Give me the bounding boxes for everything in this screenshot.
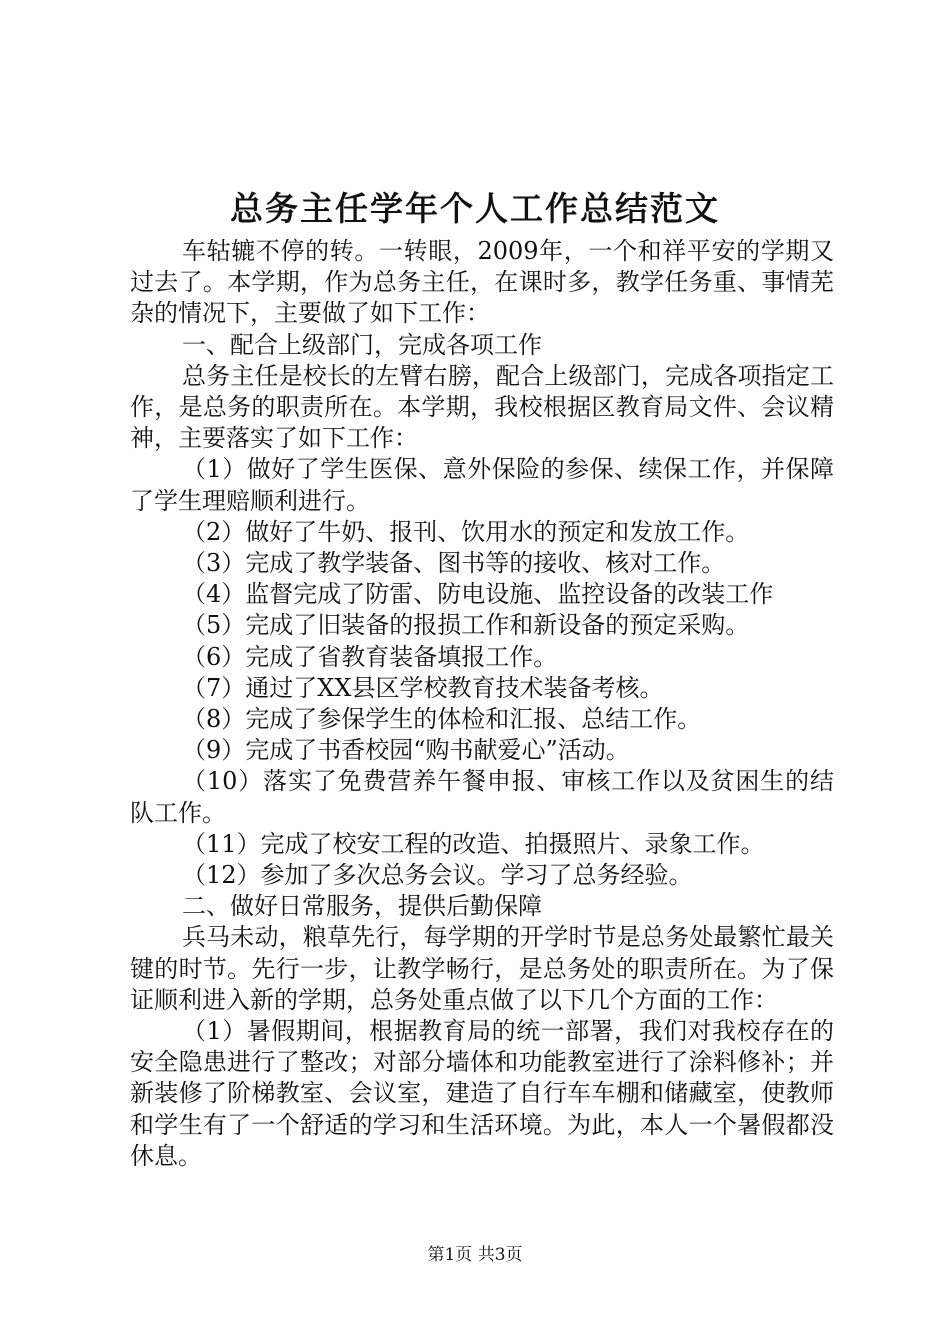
paragraph-intro: 车轱辘不停的转。一转眼，2009年，一个和祥平安的学期又过去了。本学期，作为总务主任，在课时多，教学任务重、事情芜杂的情况下，主要做了如下工作： <box>130 237 834 328</box>
list-item: （1）暑假期间，根据教育局的统一部署，我们对我校存在的安全隐患进行了整改；对部分墙体和功能教室进行了涂料修补；并新装修了阶梯教室、会议室，建造了自行车车棚和储藏室，使教师和学生有了一个舒适的学习和生活环境。为此，本人一个暑假都没休息。 <box>130 1017 834 1170</box>
list-item: （7）通过了XX县区学校教育技术装备考核。 <box>182 673 664 702</box>
section-heading-2: 二、做好日常服务，提供后勤保障 <box>182 892 542 921</box>
document-body <box>130 236 834 1172</box>
list-item: （2）做好了牛奶、报刊、饮用水的预定和发放工作。 <box>182 517 750 546</box>
list-item: （8）完成了参保学生的体检和汇报、总结工作。 <box>182 705 702 734</box>
list-item: （11）完成了校安工程的改造、拍摄照片、录象工作。 <box>182 829 765 858</box>
list-item: （3）完成了教学装备、图书等的接收、核对工作。 <box>182 549 726 578</box>
list-item: （6）完成了省教育装备填报工作。 <box>182 642 558 671</box>
list-item: （1）做好了学生医保、意外保险的参保、续保工作，并保障了学生理赔顺利进行。 <box>130 455 834 515</box>
page-number-footer: 第1页 共3页 <box>427 1245 523 1265</box>
list-item: （5）完成了旧装备的报损工作和新设备的预定采购。 <box>182 611 750 640</box>
document-title: 总务主任学年个人工作总结范文 <box>230 189 720 228</box>
list-item: （4）监督完成了防雷、防电设施、监控设备的改装工作 <box>182 580 774 609</box>
paragraph-section-1-intro: 总务主任是校长的左臂右膀，配合上级部门，完成各项指定工作，是总务的职责所在。本学期，我校根据区教育局文件、会议精神，主要落实了如下工作： <box>130 361 834 453</box>
list-item: （10）落实了免费营养午餐申报、审核工作以及贫困生的结队工作。 <box>130 767 834 827</box>
list-item: （12）参加了多次总务会议。学习了总务经验。 <box>182 861 693 890</box>
paragraph-section-2-intro: 兵马未动，粮草先行，每学期的开学时节是总务处最繁忙最关键的时节。先行一步，让教学畅行，是总务处的职责所在。为了保证顺利进入新的学期，总务处重点做了以下几个方面的工作： <box>130 923 834 1014</box>
section-heading-1: 一、配合上级部门，完成各项工作 <box>182 330 542 359</box>
list-item: （9）完成了书香校园“购书献爱心”活动。 <box>182 736 630 765</box>
